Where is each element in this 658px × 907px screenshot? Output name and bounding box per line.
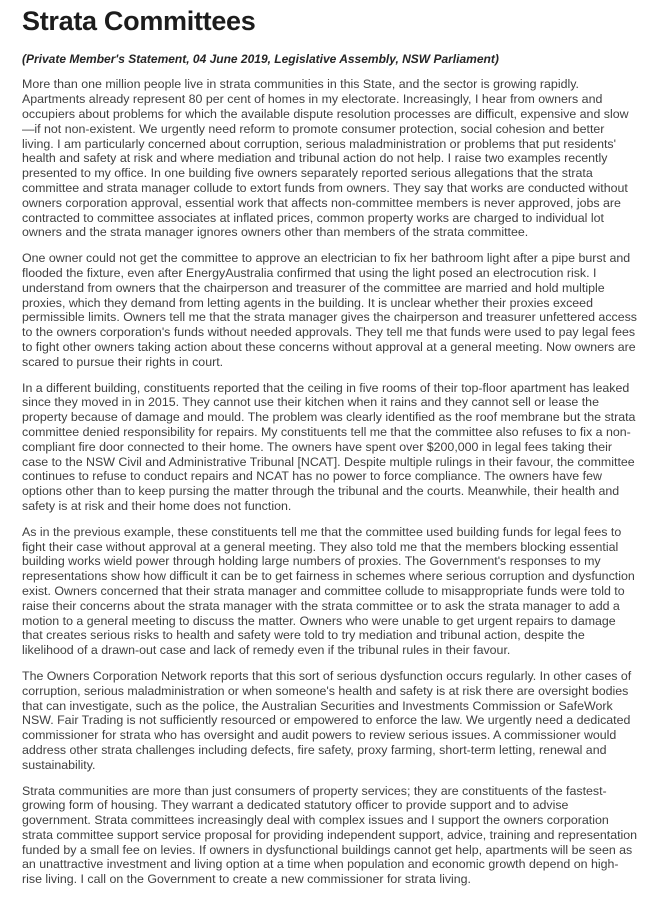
statement-paragraph: The Owners Corporation Network reports that this sort of serious dysfunction occurs regularly. In other cases of corruption, serious maladministration or when someone's health and safety is at risk there are oversight bodies that can investigate, such as the police, the Australian Securities and Investments Commission or SafeWork NSW. Fair Trading is not sufficiently resourced or empowered to enforce the law. We urgently need a dedicated commissioner for strata who has oversight and audit powers to review serious issues. A commissioner would address other strata challenges including defects, fire safety, proxy farming, short-term letting, renewal and sustainability. [22,668,632,772]
statement-paragraph: Strata communities are more than just consumers of property services; they are constituents of the fastest-growing form of housing. They warrant a dedicated statutory officer to provide support and to advise government. Strata committees increasingly deal with complex issues and I support the owners corporation strata committee support service proposal for providing independent support, advice, training and representation funded by a small fee on levies. If owners in dysfunctional buildings cannot get help, apartments will be seen as an unattractive investment and living option at a time when population and economic growth depend on high-rise living. I call on the Government to create a new commissioner for strata living. [22,783,638,887]
statement-paragraph: As in the previous example, these constituents tell me that the committee used building funds for legal fees to fight their case without approval at a general meeting. They also told me that the members blocking essential building works wield power through holding large numbers of proxies. The Government's responses to my representations show how difficult it can be to get fairness in schemes where serious corruption and dysfunction exist. Owners concerned that their strata manager and committee collude to misappropriate funds were told to raise their concerns about the strata manager with the strata committee or to ask the strata manager to add a motion to a general meeting to discuss the matter. Owners who were unable to get urgent repairs to damage that creates serious risks to health and safety were told to try mediation and tribunal action, despite the likelihood of a drawn-out case and lack of remedy even if the tribunal rules in their favour. [22,524,635,658]
statement-paragraph: More than one million people live in strata communities in this State, and the sector is growing rapidly. Apartments already represent 80 per cent of homes in my electorate. Increasingly, I hear from owners and occupiers about problems for which the available dispute resolution processes are difficult, expensive and slow—if not non-existent. We urgently need reform to promote consumer protection, social cohesion and better living. I am particularly concerned about corruption, serious maladministration or problems that put residents' health and safety at risk and where mediation and tribunal action do not help. I raise two examples recently presented to my office. In one building five owners separately reported serious allegations that the strata committee and strata manager collude to extort funds from owners. They say that works are conducted without owners corporation approval, essential work that affects non-committee members is never approved, jobs are contracted to committee associates at inflated prices, common property works are charged to individual lot owners and the strata manager ignores owners other than members of the strata committee. [22,77,629,240]
statement-paragraph: In a different building, constituents reported that the ceiling in five rooms of their top-floor apartment has leaked since they moved in in 2015. They cannot use their kitchen when it rains and they cannot sell or lease the property because of damage and mould. The problem was clearly identified as the roof membrane but the strata committee denied responsibility for repairs. My constituents tell me that the committee also refuses to fix a non-compliant fire door connected to their home. The owners have spent over $200,000 in legal fees taking their case to the NSW Civil and Administrative Tribunal [NCAT]. Despite multiple rulings in their favour, the committee continues to refuse to conduct repairs and NCAT has no power to force compliance. The owners have few options other than to keep pursing the matter through the tribunal and the courts. Meanwhile, their health and safety is at risk and their home does not function. [22,380,636,513]
statement-paragraph: One owner could not get the committee to approve an electrician to fix her bathroom light after a pipe burst and flooded the fixture, even after EnergyAustralia confirmed that using the light posed an electrocution risk. I understand from owners that the chairperson and treasurer of the committee are married and hold multiple proxies, which they demand from letting agents in the building. It is unclear whether their proxies exceed permissible limits. Owners tell me that the strata manager gives the chairperson and treasurer unfettered access to the owners corporation's funds without needed approvals. They tell me that funds were used to pay legal fees to fight other owners taking action about these concerns without approval at a general meeting. Now owners are scared to pursue their rights in court. [22,251,637,369]
page-title: Strata Committees [22,6,256,36]
statement-subtitle: (Private Member's Statement, 04 June 2019, Legislative Assembly, NSW Parliament) [22,52,499,67]
